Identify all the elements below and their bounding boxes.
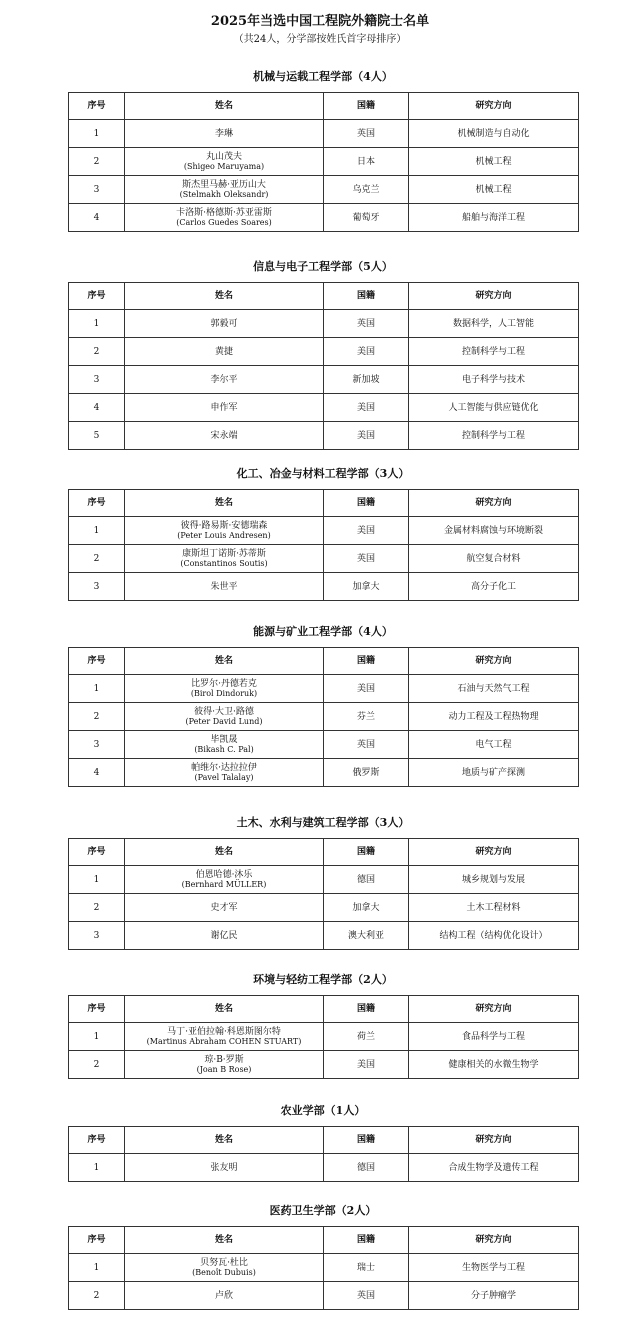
cell-country: 德国: [324, 1154, 409, 1182]
member-name: 黄捷: [214, 346, 233, 357]
cell-country: 美国: [324, 338, 409, 366]
header-no: 序号: [69, 93, 125, 120]
section: [68, 965, 578, 1079]
section: [68, 252, 578, 450]
member-name: 史才军: [210, 902, 238, 913]
cell-no: 2: [69, 148, 125, 176]
header-name: 姓名: [125, 490, 324, 517]
table-row: [69, 675, 579, 703]
cell-no: 1: [69, 1154, 125, 1182]
section-heading: 能源与矿业工程学部（4人）: [253, 625, 393, 638]
member-name: 申作军: [210, 402, 238, 413]
cell-name: [125, 759, 324, 787]
table-row: [69, 338, 579, 366]
header-field: 研究方向: [409, 490, 579, 517]
cell-country: 日本: [324, 148, 409, 176]
cell-name: [125, 366, 324, 394]
header-name: 姓名: [125, 648, 324, 675]
cell-name: [125, 731, 324, 759]
cell-no: 1: [69, 1254, 125, 1282]
header-country: 国籍: [324, 839, 409, 866]
table-header-row: [69, 1227, 579, 1254]
cell-name: [125, 866, 324, 894]
section-heading: 土木、水利与建筑工程学部（3人）: [236, 816, 410, 829]
cell-country: 葡萄牙: [324, 204, 409, 232]
header-country: 国籍: [324, 93, 409, 120]
header-no: 序号: [69, 839, 125, 866]
table-header-row: [69, 283, 579, 310]
table-row: [69, 517, 579, 545]
cell-no: 3: [69, 731, 125, 759]
page-title: 2025年当选中国工程院外籍院士名单: [210, 14, 430, 29]
cell-field: 电气工程: [409, 731, 579, 759]
cell-name: [125, 1154, 324, 1182]
header-no: 序号: [69, 283, 125, 310]
member-name: 李琳: [214, 128, 233, 139]
table-row: [69, 759, 579, 787]
member-name-latin: (Stelmakh Oleksandr): [179, 189, 269, 199]
cell-field: 控制科学与工程: [409, 338, 579, 366]
table-row: [69, 1154, 579, 1182]
header-field: 研究方向: [409, 93, 579, 120]
header-field: 研究方向: [409, 283, 579, 310]
member-name-latin: (Joan B Rose): [196, 1064, 252, 1074]
member-name: 朱世平: [210, 581, 238, 592]
section: [68, 62, 578, 232]
section: [68, 459, 578, 601]
cell-no: 2: [69, 1282, 125, 1310]
cell-field: 电子科学与技术: [409, 366, 579, 394]
member-name: 张友明: [210, 1162, 238, 1173]
cell-field: 城乡规划与发展: [409, 866, 579, 894]
cell-field: 土木工程材料: [409, 894, 579, 922]
cell-country: 美国: [324, 517, 409, 545]
header-no: 序号: [69, 648, 125, 675]
cell-field: 控制科学与工程: [409, 422, 579, 450]
section: [68, 617, 578, 787]
table-row: [69, 573, 579, 601]
cell-no: 5: [69, 422, 125, 450]
table-row: [69, 703, 579, 731]
cell-no: 1: [69, 310, 125, 338]
cell-field: 数据科学，人工智能: [409, 310, 579, 338]
cell-country: 瑞士: [324, 1254, 409, 1282]
cell-name: [125, 1282, 324, 1310]
section-heading: 农业学部（1人）: [280, 1104, 366, 1117]
member-table: [68, 1126, 579, 1182]
section-heading: 信息与电子工程学部（5人）: [253, 260, 393, 273]
cell-field: 合成生物学及遗传工程: [409, 1154, 579, 1182]
cell-country: 乌克兰: [324, 176, 409, 204]
header-field: 研究方向: [409, 839, 579, 866]
cell-country: 英国: [324, 545, 409, 573]
header-no: 序号: [69, 1227, 125, 1254]
cell-field: 金属材料腐蚀与环境断裂: [409, 517, 579, 545]
section: [68, 808, 578, 950]
cell-name: [125, 394, 324, 422]
cell-country: 美国: [324, 675, 409, 703]
table-row: [69, 394, 579, 422]
cell-no: 4: [69, 204, 125, 232]
table-row: [69, 866, 579, 894]
table-header-row: [69, 490, 579, 517]
header-name: 姓名: [125, 93, 324, 120]
cell-field: 健康相关的水微生物学: [409, 1051, 579, 1079]
cell-name: [125, 703, 324, 731]
cell-name: [125, 422, 324, 450]
member-name: 卡洛斯·格德斯·苏亚雷斯: [176, 207, 272, 218]
member-name-latin: (Shigeo Maruyama): [183, 161, 265, 171]
table-row: [69, 922, 579, 950]
header-name: 姓名: [125, 1227, 324, 1254]
cell-field: 动力工程及工程热物理: [409, 703, 579, 731]
cell-country: 美国: [324, 1051, 409, 1079]
cell-name: [125, 545, 324, 573]
table-row: [69, 1051, 579, 1079]
table-row: [69, 310, 579, 338]
cell-country: 英国: [324, 1282, 409, 1310]
member-name-latin: (Peter Louis Andresen): [177, 530, 271, 540]
table-row: [69, 1254, 579, 1282]
member-name-latin: (Carlos Guedes Soares): [176, 217, 272, 227]
member-name-latin: (Pavel Talalay): [194, 772, 254, 782]
cell-field: 高分子化工: [409, 573, 579, 601]
member-table: [68, 647, 579, 787]
member-name-latin: (Peter David Lund): [185, 716, 263, 726]
table-header-row: [69, 839, 579, 866]
cell-no: 2: [69, 338, 125, 366]
cell-country: 美国: [324, 394, 409, 422]
cell-no: 2: [69, 1051, 125, 1079]
table-header-row: [69, 1127, 579, 1154]
table-row: [69, 204, 579, 232]
cell-name: [125, 894, 324, 922]
cell-field: 船舶与海洋工程: [409, 204, 579, 232]
member-name-latin: (Bernhard MÜLLER): [181, 879, 267, 889]
header-no: 序号: [69, 490, 125, 517]
section-heading: 环境与轻纺工程学部（2人）: [253, 973, 393, 986]
cell-no: 2: [69, 894, 125, 922]
section-heading: 机械与运载工程学部（4人）: [253, 70, 393, 83]
member-name-latin: (Constantinos Soutis): [180, 558, 268, 568]
header-country: 国籍: [324, 1127, 409, 1154]
cell-country: 俄罗斯: [324, 759, 409, 787]
member-name-latin: (Martinus Abraham COHEN STUART): [146, 1036, 302, 1046]
cell-name: [125, 922, 324, 950]
member-name: 谢亿民: [210, 930, 238, 941]
cell-no: 1: [69, 866, 125, 894]
cell-no: 1: [69, 120, 125, 148]
section-heading: 化工、冶金与材料工程学部（3人）: [236, 467, 410, 480]
cell-field: 机械工程: [409, 176, 579, 204]
cell-field: 生物医学与工程: [409, 1254, 579, 1282]
cell-name: [125, 120, 324, 148]
cell-name: [125, 1254, 324, 1282]
member-name: 贝努瓦·杜比: [200, 1257, 248, 1268]
cell-country: 德国: [324, 866, 409, 894]
cell-country: 英国: [324, 731, 409, 759]
header-name: 姓名: [125, 1127, 324, 1154]
member-name: 帕维尔·达拉拉伊: [191, 762, 257, 773]
header-country: 国籍: [324, 648, 409, 675]
member-name: 比罗尔·丹德若克: [191, 678, 257, 689]
header-field: 研究方向: [409, 1227, 579, 1254]
cell-field: 人工智能与供应链优化: [409, 394, 579, 422]
table-row: [69, 176, 579, 204]
cell-field: 食品科学与工程: [409, 1023, 579, 1051]
cell-no: 3: [69, 573, 125, 601]
table-header-row: [69, 93, 579, 120]
cell-country: 英国: [324, 310, 409, 338]
header-country: 国籍: [324, 1227, 409, 1254]
cell-field: 分子肿瘤学: [409, 1282, 579, 1310]
section: [68, 1196, 578, 1310]
header-no: 序号: [69, 996, 125, 1023]
cell-country: 美国: [324, 422, 409, 450]
member-name: 康斯坦丁诺斯·苏蒂斯: [182, 548, 266, 559]
cell-name: [125, 573, 324, 601]
table-row: [69, 731, 579, 759]
cell-name: [125, 1023, 324, 1051]
cell-no: 2: [69, 703, 125, 731]
table-header-row: [69, 648, 579, 675]
cell-no: 1: [69, 675, 125, 703]
cell-no: 1: [69, 517, 125, 545]
cell-name: [125, 517, 324, 545]
member-name: 卢欣: [214, 1290, 233, 1301]
cell-name: [125, 675, 324, 703]
section-heading: 医药卫生学部（2人）: [269, 1204, 377, 1217]
cell-no: 2: [69, 545, 125, 573]
member-table: [68, 1226, 579, 1310]
cell-name: [125, 148, 324, 176]
header-field: 研究方向: [409, 648, 579, 675]
cell-no: 3: [69, 366, 125, 394]
header-country: 国籍: [324, 996, 409, 1023]
cell-field: 石油与天然气工程: [409, 675, 579, 703]
member-table: [68, 282, 579, 450]
member-table: [68, 838, 579, 950]
table-row: [69, 366, 579, 394]
member-name-latin: (Bikash C. Pal): [194, 744, 254, 754]
header-name: 姓名: [125, 283, 324, 310]
page-subtitle: （共24人，分学部按姓氏首字母排序）: [233, 34, 407, 45]
table-row: [69, 120, 579, 148]
member-name: 李尔平: [210, 374, 238, 385]
cell-country: 新加坡: [324, 366, 409, 394]
section: [68, 1096, 578, 1182]
table-row: [69, 894, 579, 922]
header-field: 研究方向: [409, 1127, 579, 1154]
member-table: [68, 92, 579, 232]
member-name: 彼得·大卫·路德: [194, 706, 254, 717]
table-header-row: [69, 996, 579, 1023]
member-name: 宋永端: [210, 430, 238, 441]
cell-name: [125, 338, 324, 366]
cell-field: 机械工程: [409, 148, 579, 176]
header-no: 序号: [69, 1127, 125, 1154]
cell-field: 地质与矿产探测: [409, 759, 579, 787]
table-row: [69, 545, 579, 573]
cell-name: [125, 1051, 324, 1079]
cell-name: [125, 204, 324, 232]
cell-no: 3: [69, 176, 125, 204]
table-row: [69, 1282, 579, 1310]
member-name-latin: (Benoît Dubuis): [192, 1267, 256, 1277]
cell-no: 1: [69, 1023, 125, 1051]
cell-country: 芬兰: [324, 703, 409, 731]
member-name: 马丁·亚伯拉翰·科恩斯图尔特: [167, 1026, 281, 1037]
cell-no: 4: [69, 394, 125, 422]
cell-country: 荷兰: [324, 1023, 409, 1051]
cell-no: 3: [69, 922, 125, 950]
cell-name: [125, 310, 324, 338]
member-name-latin: (Birol Dindoruk): [190, 688, 258, 698]
cell-country: 澳大利亚: [324, 922, 409, 950]
member-name: 琼·B·罗斯: [204, 1054, 244, 1065]
cell-field: 机械制造与自动化: [409, 120, 579, 148]
member-name: 彼得·路易斯·安德瑞森: [180, 520, 268, 531]
member-name: 丸山茂夫: [205, 151, 242, 162]
header-name: 姓名: [125, 839, 324, 866]
member-name: 毕凯晟: [210, 734, 238, 745]
cell-no: 4: [69, 759, 125, 787]
member-table: [68, 995, 579, 1079]
member-name: 斯杰里马赫·亚历山大: [182, 179, 266, 190]
cell-country: 加拿大: [324, 894, 409, 922]
cell-field: 航空复合材料: [409, 545, 579, 573]
table-row: [69, 148, 579, 176]
header-name: 姓名: [125, 996, 324, 1023]
member-table: [68, 489, 579, 601]
table-row: [69, 1023, 579, 1051]
cell-name: [125, 176, 324, 204]
member-name: 伯恩哈德·沐乐: [195, 869, 253, 880]
cell-field: 结构工程（结构优化设计）: [409, 922, 579, 950]
cell-country: 加拿大: [324, 573, 409, 601]
header-country: 国籍: [324, 490, 409, 517]
cell-country: 英国: [324, 120, 409, 148]
table-row: [69, 422, 579, 450]
header-field: 研究方向: [409, 996, 579, 1023]
member-name: 郭毅可: [210, 318, 238, 329]
header-country: 国籍: [324, 283, 409, 310]
